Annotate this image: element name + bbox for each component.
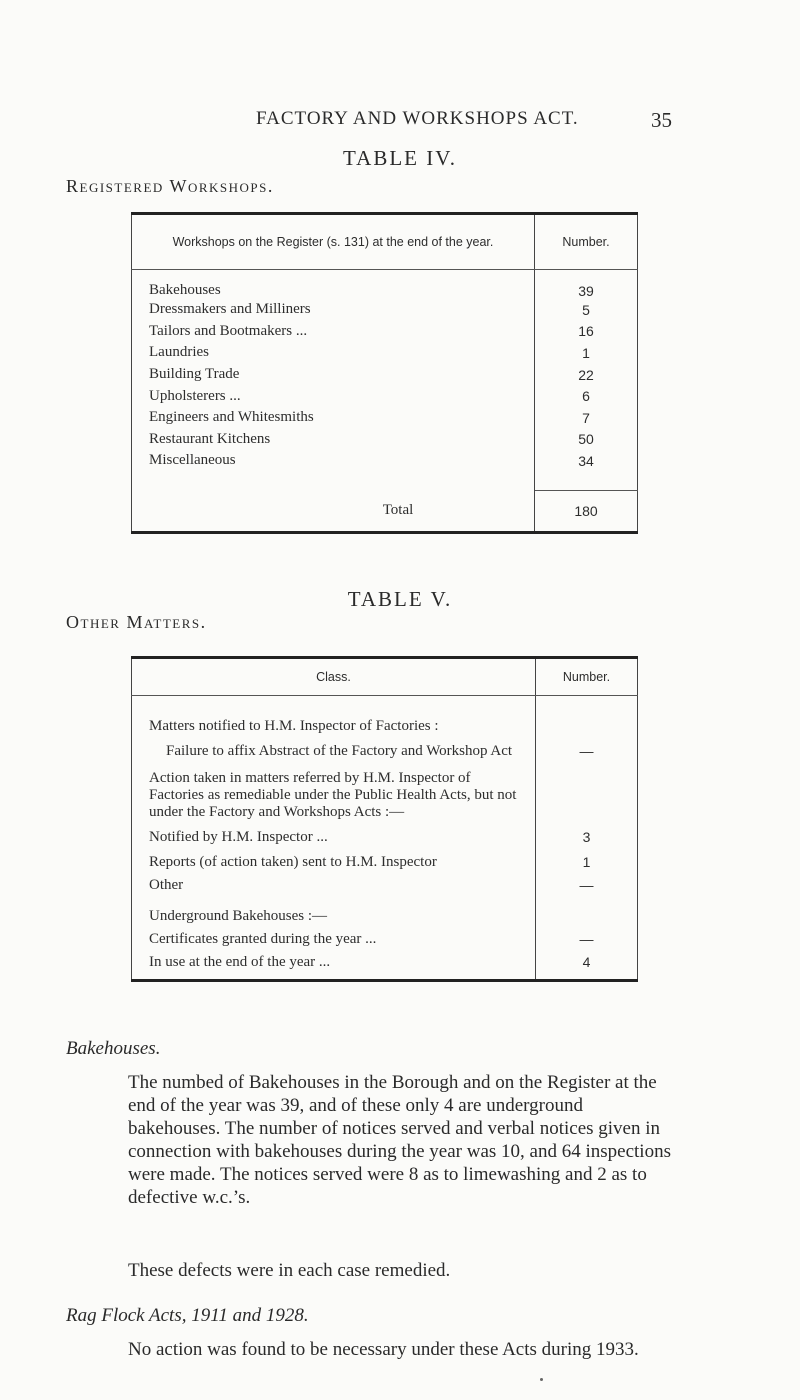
row-value: 39 (578, 282, 594, 299)
row-value: 16 (578, 323, 594, 340)
page-number: 35 (651, 108, 672, 132)
table-iv-header-number: Number. (535, 214, 638, 270)
table-v-header-class: Class. (132, 658, 536, 696)
running-head (0, 108, 800, 132)
bakehouses-paragraph-1: The numbed of Bakehouses in the Borough and on the Register at the end of the year was 39, and of these only 4 are underground bakehouses. The number of notices served and verbal notices given in connection with bakehouses during the year was 10, and 64 inspections were made. The notices served were 8 as to limewashing and 2 as to defective w.c.’s. (128, 1072, 671, 1208)
row-value: — (579, 743, 594, 759)
table-v (131, 656, 638, 982)
bakehouses-paragraph-2: These defects were in each case remedied. (128, 1260, 451, 1281)
row-label: Bakehouses (149, 282, 221, 298)
print-speck (540, 1378, 543, 1381)
row-label: Tailors and Bootmakers ... (149, 322, 308, 339)
table-row (132, 364, 638, 386)
rag-flock-heading: Rag Flock Acts, 1911 and 1928. (66, 1305, 309, 1326)
table-row (132, 429, 638, 451)
table-iv-title: TABLE IV. (343, 146, 457, 170)
row-label: Building Trade (149, 366, 240, 383)
row-value (536, 894, 638, 925)
row-label: Failure to affix Abstract of the Factory and Workshop Act (132, 735, 536, 760)
table-row (132, 846, 638, 871)
row-label: Engineers and Whitesmiths (149, 409, 314, 426)
table-row (132, 299, 638, 321)
row-label: Action taken in matters referred by H.M. Inspector of Factories as remediable under the Public Health Acts, but not under the Factory and Workshops Acts :— (132, 760, 536, 821)
row-value: — (579, 931, 594, 947)
row-value: 50 (578, 431, 594, 448)
table-row (132, 270, 638, 300)
table-v-header-number: Number. (536, 658, 638, 696)
table-row (132, 342, 638, 364)
row-label: Underground Bakehouses :— (132, 894, 536, 925)
table-row (132, 450, 638, 472)
table-row (132, 696, 638, 736)
table-v-title: TABLE V. (347, 587, 453, 611)
table-row (132, 948, 638, 981)
table-v-header-row (132, 658, 638, 696)
rag-flock-paragraph: No action was found to be necessary under these Acts during 1933. (128, 1339, 639, 1360)
table-iv-total-row (132, 490, 638, 532)
table-row (132, 925, 638, 948)
table-iv (131, 212, 638, 534)
row-label: Restaurant Kitchens (149, 430, 271, 447)
row-label: Matters notified to H.M. Inspector of Factories : (132, 696, 536, 736)
table-spacer-row (132, 472, 638, 491)
row-value: 7 (582, 409, 590, 426)
table-row (132, 735, 638, 760)
row-value: 34 (578, 452, 594, 469)
table-row (132, 871, 638, 894)
table-row (132, 407, 638, 429)
bakehouses-heading: Bakehouses. (66, 1038, 161, 1059)
row-label: Other (132, 871, 536, 894)
row-label: Dressmakers and Milliners (149, 301, 311, 318)
row-value: — (579, 877, 594, 893)
total-value: 180 (535, 490, 638, 532)
row-label: Certificates granted during the year ... (132, 925, 536, 948)
row-label: Upholsterers ... (149, 387, 241, 404)
row-value: 3 (582, 829, 591, 845)
row-value: 4 (582, 954, 591, 970)
row-label: In use at the end of the year ... (132, 948, 536, 981)
row-value: 1 (582, 344, 590, 361)
row-label: Reports (of action taken) sent to H.M. Inspector (132, 846, 536, 871)
row-label: Notified by H.M. Inspector ... (132, 821, 536, 846)
table-row (132, 385, 638, 407)
row-value (536, 760, 638, 821)
row-value: 5 (582, 301, 590, 318)
table-row (132, 894, 638, 925)
row-value (536, 696, 638, 736)
table-row (132, 760, 638, 821)
table-iv-header-workshops: Workshops on the Register (s. 131) at the end of the year. (132, 214, 535, 270)
table-v-section-heading: Other Matters. (66, 612, 207, 632)
row-label: Miscellaneous (149, 452, 236, 469)
table-iv-section-heading: Registered Workshops. (66, 176, 274, 196)
row-label: Laundries (149, 344, 209, 361)
table-row (132, 821, 638, 846)
table-iv-header-row (132, 214, 638, 270)
table-row (132, 321, 638, 343)
row-value: 1 (582, 854, 591, 870)
row-value: 22 (578, 366, 594, 383)
total-label: Total (132, 490, 535, 532)
running-head-title: FACTORY AND WORKSHOPS ACT. (256, 108, 579, 129)
row-value: 6 (582, 388, 590, 405)
